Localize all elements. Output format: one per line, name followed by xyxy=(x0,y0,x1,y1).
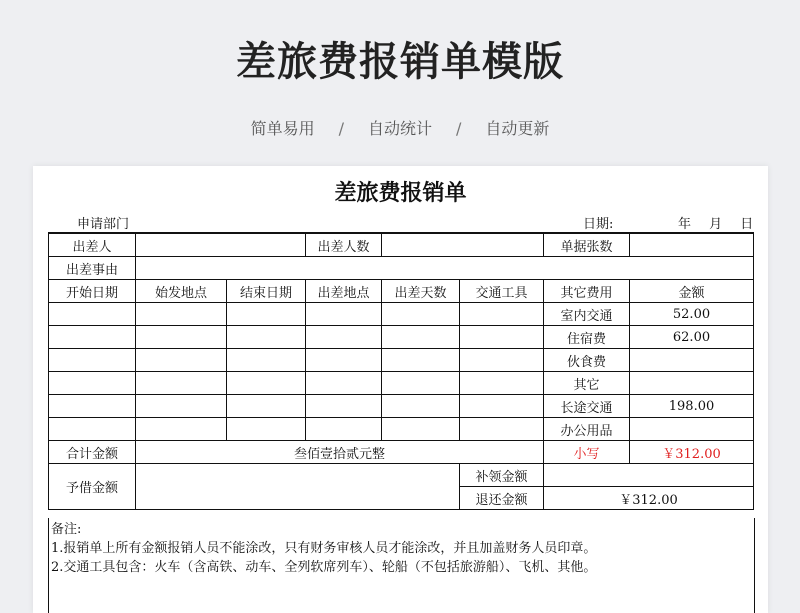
cell[interactable] xyxy=(306,303,382,326)
expense-table xyxy=(48,232,754,510)
reason-label: 出差事由 xyxy=(49,257,136,280)
cell[interactable] xyxy=(227,303,306,326)
cell[interactable] xyxy=(460,303,544,326)
table-row xyxy=(49,464,754,487)
traveler-count-input[interactable] xyxy=(382,233,544,257)
cell[interactable] xyxy=(460,372,544,395)
advance-input[interactable] xyxy=(136,464,460,510)
cell[interactable] xyxy=(306,349,382,372)
supplement-input[interactable] xyxy=(544,464,754,487)
cell[interactable] xyxy=(49,372,136,395)
table-row xyxy=(49,395,754,418)
total-label: 合计金额 xyxy=(49,441,136,464)
cell[interactable] xyxy=(306,326,382,349)
table-row xyxy=(49,418,754,441)
header-origin: 始发地点 xyxy=(136,280,227,303)
note-line: 2.交通工具包含：火车（含高铁、动车、全列软席列车）、轮船（不包括旅游船）、飞机、其他。 xyxy=(51,560,597,575)
table-row xyxy=(49,349,754,372)
header-amount: 金额 xyxy=(630,280,754,303)
expense-item: 其它 xyxy=(544,372,630,395)
cell[interactable] xyxy=(460,395,544,418)
supplement-label: 补领金额 xyxy=(460,464,544,487)
dept-label: 申请部门 xyxy=(77,217,130,232)
refund-value: ￥312.00 xyxy=(544,487,754,510)
notes-section xyxy=(48,518,755,613)
reason-input[interactable] xyxy=(136,257,754,280)
cell[interactable] xyxy=(460,326,544,349)
table-row xyxy=(49,257,754,280)
feature-auto-update: 自动更新 xyxy=(485,119,550,138)
advance-label: 予借金额 xyxy=(49,464,136,510)
header-transport: 交通工具 xyxy=(460,280,544,303)
cell[interactable] xyxy=(49,349,136,372)
small-label: 小写 xyxy=(544,441,630,464)
cell[interactable] xyxy=(382,418,460,441)
cell[interactable] xyxy=(382,303,460,326)
feature-separator: / xyxy=(456,119,462,138)
cell[interactable] xyxy=(382,395,460,418)
cell[interactable] xyxy=(49,395,136,418)
cell[interactable] xyxy=(227,326,306,349)
table-row xyxy=(49,326,754,349)
cell[interactable] xyxy=(136,349,227,372)
cell[interactable] xyxy=(136,418,227,441)
feature-easy: 简单易用 xyxy=(250,119,315,138)
expense-item: 办公用品 xyxy=(544,418,630,441)
cell[interactable] xyxy=(49,418,136,441)
expense-amount[interactable]: 62.00 xyxy=(630,326,754,349)
refund-label: 退还金额 xyxy=(460,487,544,510)
cell[interactable] xyxy=(227,372,306,395)
cell[interactable] xyxy=(382,372,460,395)
table-row xyxy=(49,233,754,257)
cell[interactable] xyxy=(136,326,227,349)
cell[interactable] xyxy=(136,372,227,395)
expense-item: 住宿费 xyxy=(544,326,630,349)
cell[interactable] xyxy=(227,349,306,372)
expense-amount[interactable]: 198.00 xyxy=(630,395,754,418)
feature-list xyxy=(0,116,800,139)
header-destination: 出差地点 xyxy=(306,280,382,303)
expense-item: 长途交通 xyxy=(544,395,630,418)
cell[interactable] xyxy=(227,395,306,418)
feature-separator: / xyxy=(338,119,344,138)
traveler-count-label: 出差人数 xyxy=(306,233,382,257)
doc-count-input[interactable] xyxy=(630,233,754,257)
total-upper: 叁佰壹拾贰元整 xyxy=(136,441,544,464)
page-title: 差旅费报销单模版 xyxy=(236,39,564,85)
header-other-fees: 其它费用 xyxy=(544,280,630,303)
expense-amount[interactable] xyxy=(630,349,754,372)
doc-count-label: 单据张数 xyxy=(544,233,630,257)
cell[interactable] xyxy=(460,349,544,372)
cell[interactable] xyxy=(306,418,382,441)
table-row xyxy=(49,372,754,395)
note-line: 1.报销单上所有金额报销人员不能涂改，只有财务审核人员才能涂改，并且加盖财务人员印章。 xyxy=(51,541,597,556)
cell[interactable] xyxy=(460,418,544,441)
expense-amount[interactable] xyxy=(630,372,754,395)
header-days: 出差天数 xyxy=(382,280,460,303)
cell[interactable] xyxy=(49,326,136,349)
table-header-row xyxy=(49,280,754,303)
feature-auto-stats: 自动统计 xyxy=(367,119,432,138)
cell[interactable] xyxy=(49,303,136,326)
date-label: 日期: xyxy=(583,217,614,232)
table-row xyxy=(49,303,754,326)
notes-title: 备注: xyxy=(51,522,82,537)
expense-item: 伙食费 xyxy=(544,349,630,372)
total-small: ￥312.00 xyxy=(630,441,754,464)
cell[interactable] xyxy=(136,303,227,326)
cell[interactable] xyxy=(136,395,227,418)
expense-sheet xyxy=(33,166,768,613)
cell[interactable] xyxy=(306,395,382,418)
cell[interactable] xyxy=(382,349,460,372)
expense-amount[interactable] xyxy=(630,418,754,441)
total-row xyxy=(49,441,754,464)
cell[interactable] xyxy=(227,418,306,441)
expense-amount[interactable]: 52.00 xyxy=(630,303,754,326)
form-title: 差旅费报销单 xyxy=(334,180,467,206)
expense-item: 室内交通 xyxy=(544,303,630,326)
cell[interactable] xyxy=(382,326,460,349)
header-end-date: 结束日期 xyxy=(227,280,306,303)
traveler-label: 出差人 xyxy=(49,233,136,257)
date-units: 年 月 日 xyxy=(678,217,754,232)
traveler-input[interactable] xyxy=(136,233,306,257)
header-start-date: 开始日期 xyxy=(49,280,136,303)
cell[interactable] xyxy=(306,372,382,395)
